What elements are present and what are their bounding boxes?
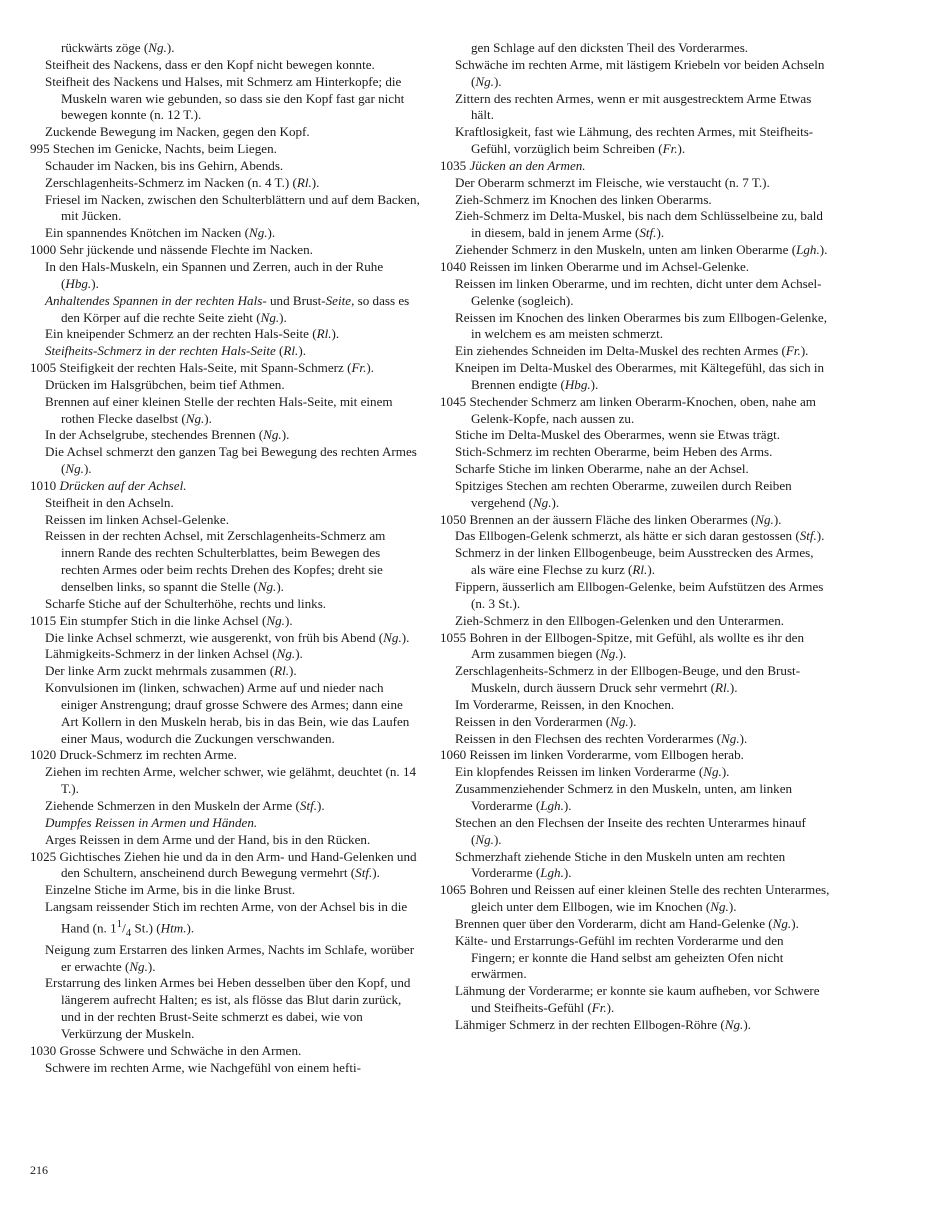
symptom-entry: Steifheit in den Achseln. — [45, 494, 174, 510]
symptom-entry: Ein spannendes Knötchen im Nacken (Ng.). — [45, 225, 276, 241]
symptom-entry: Reissen in den Vorderarmen (Ng.). — [455, 713, 637, 729]
symptom-entry: Schmerzhaft ziehende Stiche in den Muskeln unten am rechten Vorderarme (Lgh.). — [455, 848, 786, 881]
symptom-entry: 995 Stechen im Genicke, Nachts, beim Liegen. — [30, 141, 277, 157]
symptom-entry: Neigung zum Erstarren des linken Armes, Nachts im Schlafe, worüber er erwachte (Ng.). — [45, 941, 415, 974]
symptom-entry: Scharfe Stiche im linken Oberarme, nahe an der Achsel. — [455, 461, 749, 477]
symptom-entry: 1015 Ein stumpfer Stich in die linke Achsel (Ng.). — [30, 612, 293, 628]
symptom-entry: 1060 Reissen im linken Vorderarme, vom Ellbogen herab. — [440, 747, 744, 763]
symptom-entry: Ein ziehendes Schneiden im Delta-Muskel des rechten Armes (Fr.). — [455, 343, 809, 359]
symptom-entry: Konvulsionen im (linken, schwachen) Arme auf und nieder nach einiger Anstrengung; drauf grosse Schwere des Armes; dann eine Art Kollern in den Muskeln herab, bis in das Bein, wie das Laufen einer Maus, wodurch die Zuckungen verschwanden. — [45, 680, 410, 746]
symptom-entry: Reissen im Knochen des linken Oberarmes bis zum Ellbogen-Gelenke, in welchem es am meisten schmerzt. — [455, 309, 827, 342]
page-number: 216 — [30, 1163, 48, 1177]
symptom-entry: Stechen an den Flechsen der Inseite des rechten Unterarmes hinauf (Ng.). — [455, 814, 806, 847]
symptom-entry: Langsam reissender Stich im rechten Arme, von der Achsel bis in die Hand (n. $1^1/_4$ St.) (Htm.). — [45, 899, 408, 939]
symptom-entry: Kälte- und Erstarrungs-Gefühl im rechten Vorderarme und den Fingern; er konnte die Hand selbst am geheizten Ofen nicht erwärmen. — [455, 932, 784, 982]
symptom-entry: Friesel im Nacken, zwischen den Schulterblättern und auf dem Backen, mit Jücken. — [45, 191, 420, 224]
symptom-entry: 1020 Druck-Schmerz im rechten Arme. — [30, 747, 237, 763]
symptom-entry: Zerschlagenheits-Schmerz im Nacken (n. 4 T.) (Rl.). — [45, 174, 320, 190]
symptom-entry: Zieh-Schmerz in den Ellbogen-Gelenken und den Unterarmen. — [455, 612, 785, 628]
symptom-entry: Zerschlagenheits-Schmerz in der Ellbogen-Beuge, und den Brust-Muskeln, durch äussern Druck sehr vermehrt (Rl.). — [455, 663, 801, 696]
symptom-entry: Der linke Arm zuckt mehrmals zusammen (Rl.). — [45, 663, 297, 679]
symptom-entry: Brennen auf einer kleinen Stelle der rechten Hals-Seite, mit einem rothen Flecke daselbst (Ng.). — [45, 393, 393, 426]
symptom-entry: Ein klopfendes Reissen im linken Vorderarme (Ng.). — [455, 764, 730, 780]
symptom-entry: 1030 Grosse Schwere und Schwäche in den Armen. — [30, 1042, 302, 1058]
symptom-entry: Schwäche im rechten Arme, mit lästigem Kriebeln vor beiden Achseln (Ng.). — [455, 56, 825, 89]
symptom-entry: Arges Reissen in dem Arme und der Hand, bis in den Rücken. — [45, 831, 371, 847]
symptom-entry: Lähmiger Schmerz in der rechten Ellbogen-Röhre (Ng.). — [455, 1016, 751, 1032]
symptom-entry: Drücken im Halsgrübchen, beim tief Athmen. — [45, 376, 285, 392]
symptom-entry: Der Oberarm schmerzt im Fleische, wie verstaucht (n. 7 T.). — [455, 174, 770, 190]
symptom-entry: Fippern, äusserlich am Ellbogen-Gelenke, beim Aufstützen des Armes (n. 3 St.). — [455, 579, 824, 611]
symptom-entry: rückwärts zöge (Ng.). — [61, 40, 175, 55]
symptom-entry: Kneipen im Delta-Muskel des Oberarmes, mit Kältegefühl, das sich in Brennen endigte (Hbg.). — [455, 360, 825, 392]
symptom-entry: Stich-Schmerz im rechten Oberarme, beim Heben des Arms. — [455, 444, 773, 460]
symptom-entry: 1040 Reissen im linken Oberarme und im Achsel-Gelenke. — [440, 258, 750, 274]
symptom-entry: Das Ellbogen-Gelenk schmerzt, als hätte er sich daran gestossen (Stf.). — [455, 528, 825, 544]
symptom-entry: Scharfe Stiche auf der Schulterhöhe, rechts und links. — [45, 595, 327, 611]
symptom-entry: Steifheit des Nackens und Halses, mit Schmerz am Hinterkopfe; die Muskeln waren wie gebunden, so dass sie den Kopf fast gar nicht bewegen konnte (n. 12 T.). — [45, 73, 405, 123]
symptom-entry: 1055 Bohren in der Ellbogen-Spitze, mit Gefühl, als wollte es ihr den Arm zusammen biegen (Ng.). — [440, 629, 805, 662]
symptom-entry: Dumpfes Reissen in Armen und Händen. — [45, 814, 258, 830]
symptom-entry: 1050 Brennen an der äussern Fläche des linken Oberarmes (Ng.). — [440, 511, 782, 527]
symptom-entry: Die Achsel schmerzt den ganzen Tag bei Bewegung des rechten Armes (Ng.). — [45, 444, 417, 477]
symptom-entry: Zittern des rechten Armes, wenn er mit ausgestrecktem Arme Etwas hält. — [455, 90, 812, 123]
symptom-entry: Ziehender Schmerz in den Muskeln, unten am linken Oberarme (Lgh.). — [455, 242, 828, 258]
symptom-entry: Zieh-Schmerz im Knochen des linken Oberarms. — [455, 191, 712, 207]
symptom-entry: 1065 Bohren und Reissen auf einer kleinen Stelle des rechten Unterarmes, gleich unter dem Ellbogen, wie im Knochen (Ng.). — [440, 882, 830, 915]
symptom-entry: Reissen im linken Oberarme, und im rechten, dicht unter dem Achsel-Gelenke (sogleich). — [455, 275, 822, 308]
symptom-entry: 1005 Steifigkeit der rechten Hals-Seite, mit Spann-Schmerz (Fr.). — [30, 360, 374, 376]
symptom-entry: Erstarrung des linken Armes bei Heben desselben über den Kopf, und längerem aufrecht Halten; es ist, als flösse das Blut darin zurück, und in der rechten Brust-Seite schmerzt es dabei, wie von Verkürzung der Muskeln. — [45, 975, 411, 1041]
symptom-entry: Reissen im linken Achsel-Gelenke. — [45, 511, 229, 527]
left-column — [30, 40, 420, 1076]
symptom-entry: Schwere im rechten Arme, wie Nachgefühl von einem hefti- — [45, 1059, 361, 1075]
symptom-entry: Stiche im Delta-Muskel des Oberarmes, wenn sie Etwas trägt. — [455, 427, 781, 443]
symptom-entry: 1010 Drücken auf der Achsel. — [30, 477, 187, 493]
symptom-entry: Im Vorderarme, Reissen, in den Knochen. — [455, 696, 675, 712]
symptom-entry: Reissen in den Flechsen des rechten Vorderarmes (Ng.). — [455, 730, 748, 746]
right-column — [440, 40, 830, 1034]
symptom-entry: In der Achselgrube, stechendes Brennen (Ng.). — [45, 427, 290, 443]
symptom-entry: Steifheit des Nackens, dass er den Kopf nicht bewegen konnte. — [45, 56, 375, 72]
symptom-entry: Ein kneipender Schmerz an der rechten Hals-Seite (Rl.). — [45, 326, 340, 342]
symptom-entry: Lähmigkeits-Schmerz in der linken Achsel (Ng.). — [45, 646, 303, 662]
symptom-entry: Brennen quer über den Vorderarm, dicht am Hand-Gelenke (Ng.). — [455, 915, 799, 931]
symptom-entry: gen Schlage auf den dicksten Theil des Vorderarmes. — [471, 40, 749, 55]
symptom-entry: Zuckende Bewegung im Nacken, gegen den Kopf. — [45, 124, 310, 140]
symptom-entry: 1045 Stechender Schmerz am linken Oberarm-Knochen, oben, nahe am Gelenk-Kopfe, nach aussen zu. — [440, 393, 816, 426]
symptom-entry: Ziehen im rechten Arme, welcher schwer, wie gelähmt, deuchtet (n. 14 T.). — [45, 764, 417, 797]
symptom-entry: Zusammenziehender Schmerz in den Muskeln, unten, am linken Vorderarme (Lgh.). — [455, 781, 793, 813]
symptom-entry: Die linke Achsel schmerzt, wie ausgerenkt, von früh bis Abend (Ng.). — [45, 629, 410, 645]
symptom-entry: 1000 Sehr jückende und nässende Flechte im Nacken. — [30, 242, 313, 258]
symptom-entry: Anhaltendes Spannen in der rechten Hals- und Brust-Seite, so dass es den Körper auf die rechte Seite zieht (Ng.). — [45, 292, 410, 325]
symptom-entry: Schmerz in der linken Ellbogenbeuge, beim Ausstrecken des Armes, als wäre eine Flechse zu kurz (Rl.). — [455, 545, 814, 578]
symptom-entry: Einzelne Stiche im Arme, bis in die linke Brust. — [45, 882, 296, 898]
symptom-entry: Ziehende Schmerzen in den Muskeln der Arme (Stf.). — [45, 797, 325, 813]
symptom-entry: 1025 Gichtisches Ziehen hie und da in den Arm- und Hand-Gelenken und den Schultern, anscheinend durch Bewegung vermehrt (Stf.). — [30, 848, 417, 881]
symptom-entry: Lähmung der Vorderarme; er konnte sie kaum aufheben, vor Schwere und Steifheits-Gefühl (Fr.). — [455, 983, 820, 1016]
symptom-entry: Zieh-Schmerz im Delta-Muskel, bis nach dem Schlüsselbeine zu, bald in diesem, bald in jenem Arme (Stf.). — [455, 208, 823, 241]
symptom-entry: Spitziges Stechen am rechten Oberarme, zuweilen durch Reiben vergehend (Ng.). — [455, 477, 792, 510]
symptom-entry: Schauder im Nacken, bis ins Gehirn, Abends. — [45, 157, 284, 173]
symptom-entry: In den Hals-Muskeln, ein Spannen und Zerren, auch in der Ruhe (Hbg.). — [45, 258, 384, 291]
symptom-entry: Kraftlosigkeit, fast wie Lähmung, des rechten Armes, mit Steifheits-Gefühl, vorzüglich beim Schreiben (Fr.). — [455, 124, 814, 157]
symptom-entry: 1035 Jücken an den Armen. — [440, 157, 586, 173]
symptom-entry: Reissen in der rechten Achsel, mit Zerschlagenheits-Schmerz am innern Rande des rechten Schulterblattes, beim Bewegen des rechten Armes oder beim rechts Drehen des Kopfes; dreht sie denselben links, so spannt die Stelle (Ng.). — [45, 528, 386, 594]
symptom-entry: Steifheits-Schmerz in der rechten Hals-Seite (Rl.). — [45, 343, 306, 359]
